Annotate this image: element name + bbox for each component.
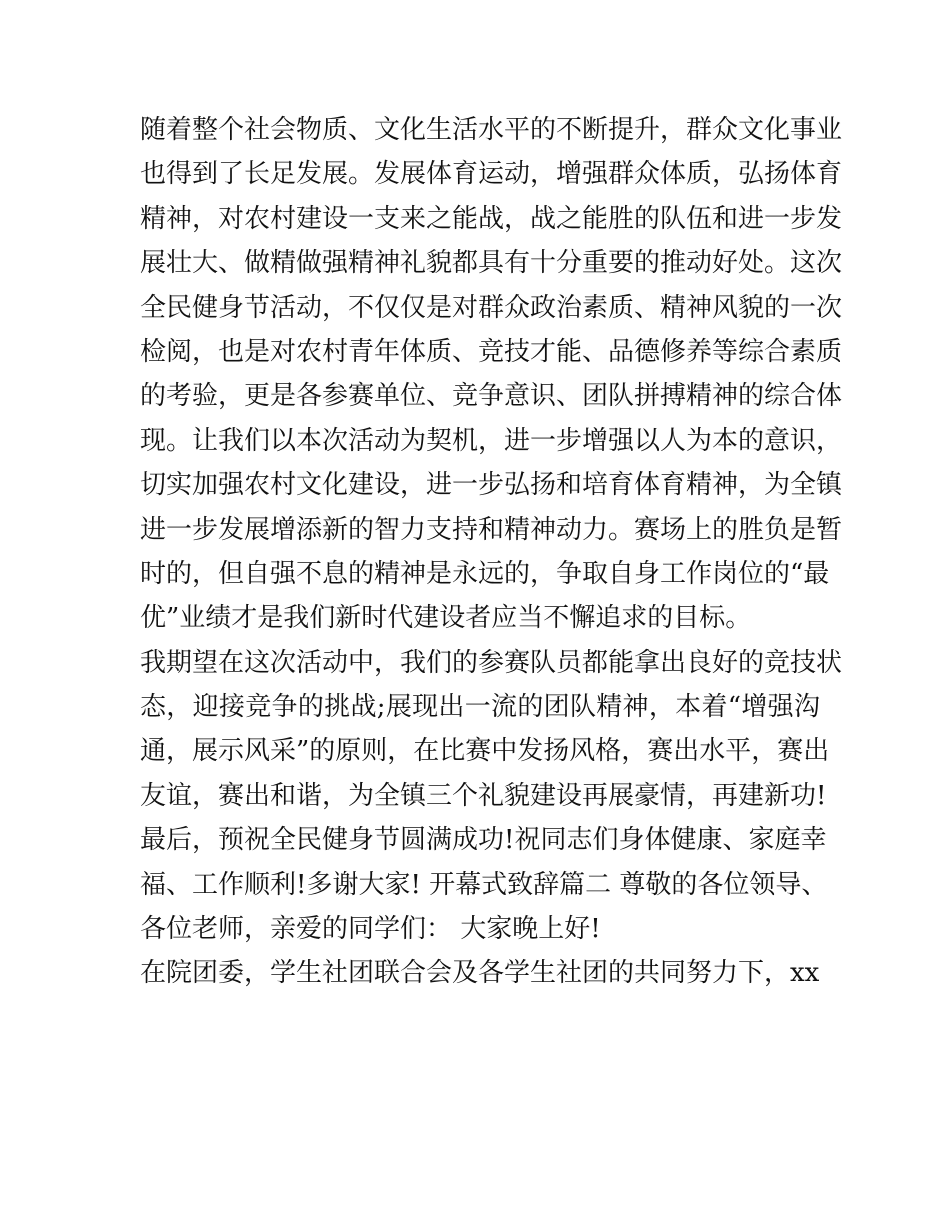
text-line: 随着整个社会物质、文化生活水平的不断提升，群众文化事业 [140, 115, 843, 145]
text-line: 进一步发展增添新的智力支持和精神动力。赛场上的胜负是暂 [140, 514, 843, 545]
text-line: 态，迎接竞争的挑战;展现出一流的团队精神，本着“增强沟 [140, 692, 820, 723]
text-line: 福、工作顺利!多谢大家! 开幕式致辞篇二 尊敬的各位领导、 [140, 869, 828, 900]
text-line: 现。让我们以本次活动为契机，进一步增强以人为本的意识， [140, 425, 843, 456]
text-line: 全民健身节活动，不仅仅是对群众政治素质、精神风貌的一次 [140, 292, 843, 323]
text-line: 我期望在这次活动中，我们的参赛队员都能拿出良好的竞技状 [140, 647, 843, 678]
text-line: 优”业绩才是我们新时代建设者应当不懈追求的目标。 [140, 603, 752, 634]
text-line: 通，展示风采”的原则，在比赛中发扬风格，赛出水平，赛出 [140, 736, 830, 767]
text-line: 检阅，也是对农村青年体质、竞技才能、品德修养等综合素质 [140, 336, 843, 367]
text-line: 也得到了长足发展。发展体育运动，增强群众体质，弘扬体育 [140, 159, 843, 190]
text-line: 的考验，更是各参赛单位、竞争意识、团队拼搏精神的综合体 [140, 381, 843, 412]
text-line: 精神，对农村建设一支来之能战，战之能胜的队伍和进一步发 [140, 203, 843, 234]
text-line: 最后，预祝全民健身节圆满成功!祝同志们身体健康、家庭幸 [140, 825, 827, 856]
text-line: 切实加强农村文化建设，进一步弘扬和培育体育精神，为全镇 [140, 470, 843, 501]
document-body [140, 108, 843, 996]
text-line: 各位老师，亲爱的同学们： 大家晚上好! [140, 914, 601, 945]
text-line: 时的，但自强不息的精神是永远的，争取自身工作岗位的“最 [140, 558, 830, 589]
text-line: 友谊，赛出和谐，为全镇三个礼貌建设再展豪情，再建新功! [140, 780, 827, 811]
text-line: 展壮大、做精做强精神礼貌都具有十分重要的推动好处。这次 [140, 248, 843, 279]
text-line: 在院团委，学生社团联合会及各学生社团的共同努力下，xx [140, 958, 820, 989]
